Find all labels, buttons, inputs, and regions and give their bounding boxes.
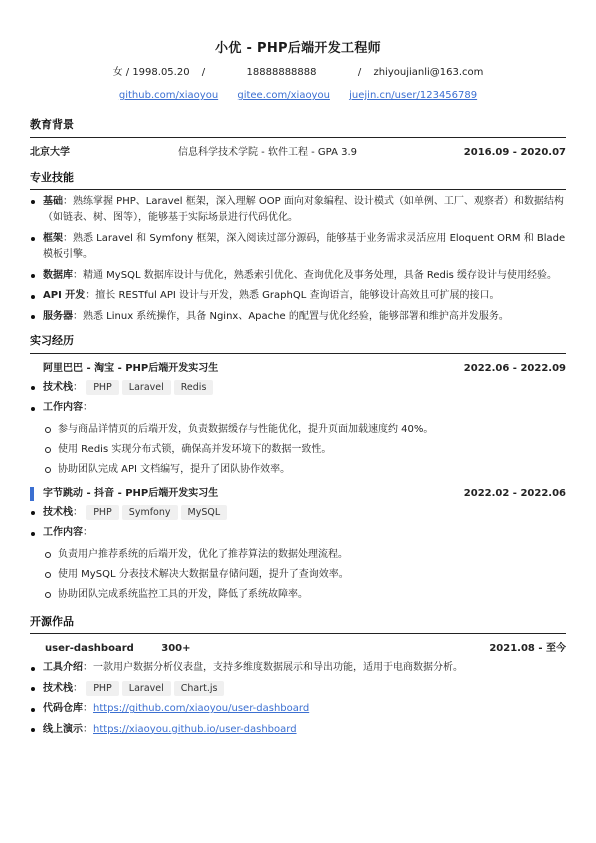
- skills-section: [30, 170, 566, 326]
- gender-birth: 女 / 1998.05.20: [112, 67, 190, 79]
- tech-tag: PHP: [86, 380, 119, 395]
- demo-link[interactable]: https://xiaoyou.github.io/user-dashboard: [93, 723, 297, 735]
- tech-tag: PHP: [86, 505, 119, 520]
- skill-text: ：精通 MySQL 数据库设计与优化，熟悉索引优化、查询优化及事务处理，具备 Redis 缓存设计与使用经验。: [73, 269, 558, 281]
- email-address: zhiyoujianli@163.com: [373, 67, 484, 79]
- job-date: 2022.02 - 2022.06: [463, 487, 566, 499]
- list-item: [30, 701, 566, 718]
- job-details: [30, 505, 566, 542]
- school-name: 北京大学: [30, 146, 70, 158]
- list-item: 使用 MySQL 分表技术解决大数据量存储问题，提升了查询效率。: [30, 567, 566, 582]
- list-item: 使用 Redis 实现分布式锁，确保高并发环境下的数据一致性。: [30, 442, 566, 457]
- major-info: 信息科学技术学院 - 软件工程 - GPA 3.9: [178, 146, 357, 158]
- project-details: [30, 660, 566, 738]
- star-count: 300+: [161, 643, 191, 655]
- resume-header: [30, 0, 566, 103]
- stack-label: 技术栈: [43, 506, 73, 518]
- list-item: [30, 231, 566, 264]
- demo-label: 线上演示: [43, 723, 83, 735]
- job-header: [30, 487, 566, 501]
- skill-label: API 开发: [43, 290, 86, 302]
- job-date: 2022.06 - 2022.09: [463, 362, 566, 374]
- contact-line: [30, 66, 566, 80]
- project-name: user-dashboard: [45, 643, 134, 655]
- intro-label: 工具介绍: [43, 662, 83, 674]
- work-label: 工作内容: [43, 402, 83, 414]
- skills-list: [30, 194, 566, 326]
- duty-list: [30, 547, 566, 602]
- project-header: [30, 642, 566, 656]
- tech-tag: PHP: [86, 681, 119, 696]
- list-item: [30, 194, 566, 227]
- duty-list: [30, 422, 566, 477]
- section-title-education: 教育背景: [30, 117, 566, 137]
- repo-label: 代码仓库: [43, 703, 83, 715]
- education-section: [30, 117, 566, 159]
- repo-link[interactable]: https://github.com/xiaoyou/user-dashboard: [93, 703, 310, 715]
- skill-text: ：熟练掌握 PHP、Laravel 框架，深入理解 OOP 面向对象编程、设计模式（如单例、工厂、观察者）和数据结构（如链表、树、图等），能够基于实际场景进行代码优化。: [43, 195, 564, 224]
- list-item: 参与商品详情页的后端开发，负责数据缓存与性能优化，提升页面加载速度约 40%。: [30, 422, 566, 437]
- colon: ：: [83, 402, 93, 414]
- job-title: 阿里巴巴 - 淘宝 - PHP后端开发实习生: [43, 362, 219, 374]
- education-row: [30, 146, 566, 160]
- skill-label: 数据库: [43, 269, 73, 281]
- stack-label: 技术栈: [43, 381, 73, 393]
- phone-number: 18888888888: [246, 67, 317, 79]
- separator: /: [357, 67, 362, 79]
- skill-text: ：熟悉 Linux 系统操作，具备 Nginx、Apache 的配置与优化经验，能够部署和维护高并发服务。: [73, 310, 509, 322]
- list-item: [30, 309, 566, 326]
- juejin-link[interactable]: juejin.cn/user/123456789: [349, 90, 478, 102]
- list-item: [30, 288, 566, 305]
- separator: /: [201, 67, 206, 79]
- work-label: 工作内容: [43, 527, 83, 539]
- job-details: [30, 380, 566, 417]
- list-item: [30, 268, 566, 285]
- tech-tag: Laravel: [122, 380, 171, 395]
- skill-label: 基础: [43, 195, 63, 207]
- skill-label: 框架: [43, 232, 63, 244]
- list-item: [30, 505, 566, 522]
- colon: ：: [73, 381, 83, 393]
- job-header: [30, 362, 566, 376]
- skill-text: ：熟悉 Laravel 和 Symfony 框架，深入阅读过部分源码，能够基于业务需求灵活应用 Eloquent ORM 和 Blade 模板引擎。: [43, 232, 566, 261]
- tech-tag: Symfony: [122, 505, 178, 520]
- tech-tag: Chart.js: [174, 681, 225, 696]
- project-date: 2021.08 - 至今: [489, 643, 566, 655]
- resume-page: [30, 0, 566, 738]
- github-link[interactable]: github.com/xiaoyou: [118, 90, 219, 102]
- page-title: 小优 - PHP后端开发工程师: [215, 41, 381, 56]
- projects-section: [30, 614, 566, 738]
- list-item: 协助团队完成系统监控工具的开发，降低了系统故障率。: [30, 587, 566, 602]
- tech-tag: Redis: [174, 380, 214, 395]
- tech-tag: MySQL: [181, 505, 228, 520]
- colon: ：: [73, 506, 83, 518]
- intro-text: ：一款用户数据分析仪表盘，支持多维度数据展示和导出功能，适用于电商数据分析。: [83, 662, 463, 674]
- list-item: [30, 400, 566, 417]
- list-item: [30, 380, 566, 397]
- section-title-internship: 实习经历: [30, 333, 566, 353]
- skill-text: ：擅长 RESTful API 设计与开发，熟悉 GraphQL 查询语言，能够设计高效且可扩展的接口。: [85, 290, 500, 302]
- list-item: [30, 722, 566, 739]
- skill-label: 服务器: [43, 310, 73, 322]
- profile-links: [30, 89, 566, 103]
- section-title-skills: 专业技能: [30, 170, 566, 190]
- education-date: 2016.09 - 2020.07: [463, 146, 566, 158]
- colon: ：: [83, 703, 93, 715]
- list-item: [30, 681, 566, 698]
- stack-label: 技术栈: [43, 682, 73, 694]
- gitee-link[interactable]: gitee.com/xiaoyou: [237, 90, 330, 102]
- tech-tag: Laravel: [122, 681, 171, 696]
- internship-section: [30, 333, 566, 601]
- colon: ：: [73, 682, 83, 694]
- job-title: 字节跳动 - 抖音 - PHP后端开发实习生: [30, 487, 218, 501]
- list-item: 协助团队完成 API 文档编写，提升了团队协作效率。: [30, 462, 566, 477]
- list-item: [30, 660, 566, 677]
- section-title-projects: 开源作品: [30, 614, 566, 634]
- colon: ：: [83, 723, 93, 735]
- colon: ：: [83, 527, 93, 539]
- list-item: 负责用户推荐系统的后端开发，优化了推荐算法的数据处理流程。: [30, 547, 566, 562]
- list-item: [30, 525, 566, 542]
